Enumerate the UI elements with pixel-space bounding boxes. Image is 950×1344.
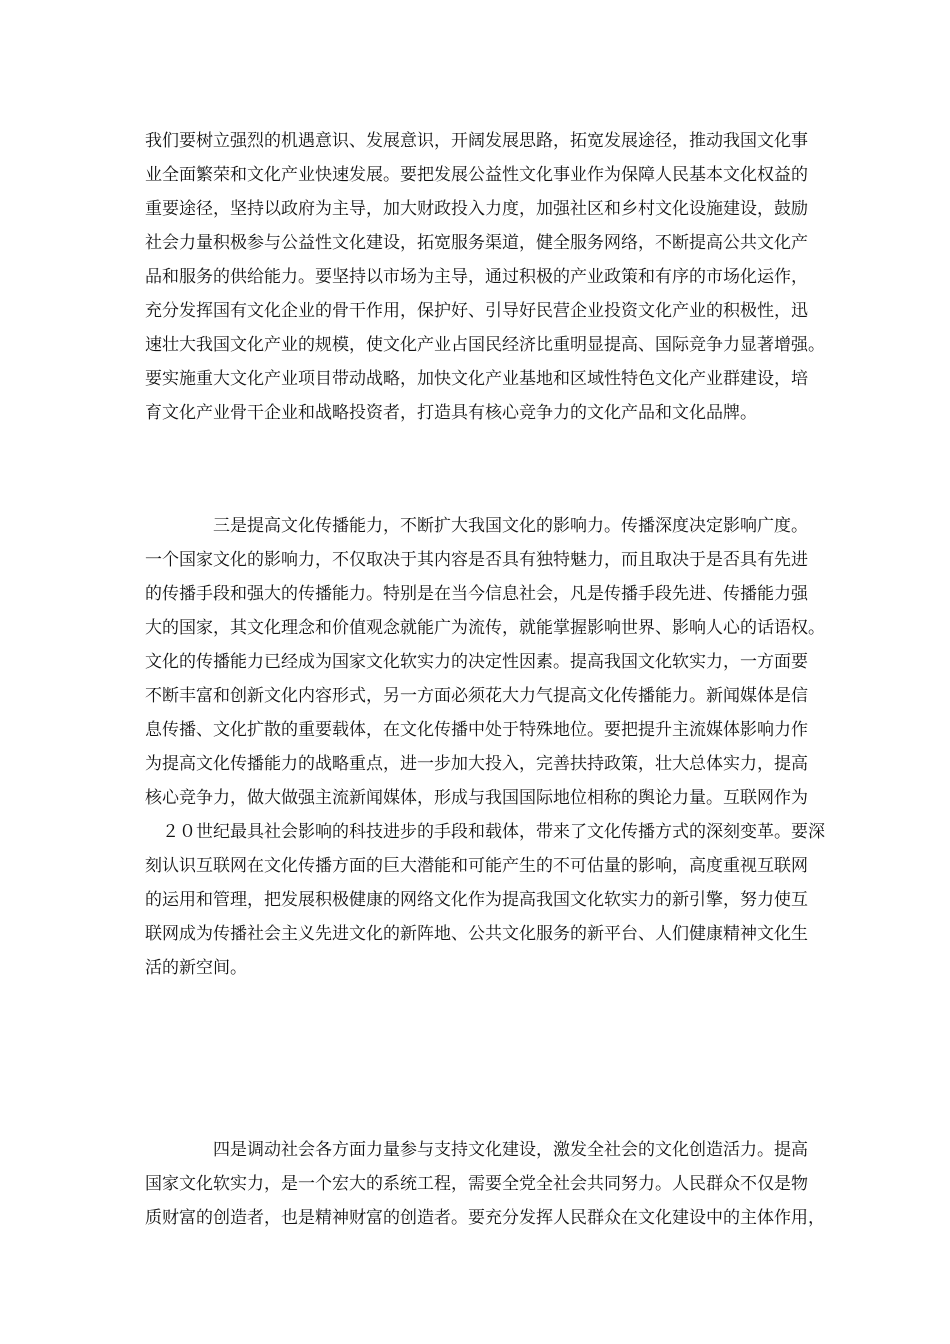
text-line: ２０世纪最具社会影响的科技进步的手段和载体，带来了文化传播方式的深刻变革。要深 (145, 822, 825, 842)
text-line: 国家文化软实力，是一个宏大的系统工程，需要全党全社会共同努力。人民群众不仅是物 (145, 1174, 808, 1194)
text-line: 不断丰富和创新文化内容形式，另一方面必须花大力气提高文化传播能力。新闻媒体是信 (145, 686, 808, 706)
text-line: 一个国家文化的影响力，不仅取决于其内容是否具有独特魅力，而且取决于是否具有先进 (145, 550, 808, 570)
text-line: 社会力量积极参与公益性文化建设，拓宽服务渠道，健全服务网络，不断提高公共文化产 (145, 233, 808, 253)
text-line: 品和服务的供给能力。要坚持以市场为主导，通过积极的产业政策和有序的市场化运作， (145, 267, 808, 287)
text-line: 大的国家，其文化理念和价值观念就能广为流传，就能掌握影响世界、影响人心的话语权。 (145, 618, 825, 638)
text-line: 充分发挥国有文化企业的骨干作用，保护好、引导好民营企业投资文化产业的积极性，迅 (145, 301, 808, 321)
paragraph-3 (145, 1133, 825, 1235)
text-line: 联网成为传播社会主义先进文化的新阵地、公共文化服务的新平台、人们健康精神文化生 (145, 924, 808, 944)
text-line: 刻认识互联网在文化传播方面的巨大潜能和可能产生的不可估量的影响，高度重视互联网 (145, 856, 808, 876)
text-line: 我们要树立强烈的机遇意识、发展意识，开阔发展思路，拓宽发展途径，推动我国文化事 (145, 131, 808, 151)
text-line: 业全面繁荣和文化产业快速发展。要把发展公益性文化事业作为保障人民基本文化权益的 (145, 165, 808, 185)
text-line: 的运用和管理，把发展积极健康的网络文化作为提高我国文化软实力的新引擎，努力使互 (145, 890, 808, 910)
paragraph-2 (145, 509, 825, 985)
text-line: 质财富的创造者，也是精神财富的创造者。要充分发挥人民群众在文化建设中的主体作用， (145, 1208, 825, 1228)
text-line: 三是提高文化传播能力，不断扩大我国文化的影响力。传播深度决定影响广度。 (145, 516, 808, 536)
text-line: 为提高文化传播能力的战略重点，进一步加大投入，完善扶持政策，壮大总体实力，提高 (145, 754, 808, 774)
paragraph-1 (145, 124, 825, 430)
text-line: 文化的传播能力已经成为国家文化软实力的决定性因素。提高我国文化软实力，一方面要 (145, 652, 808, 672)
text-line: 四是调动社会各方面力量参与支持文化建设，激发全社会的文化创造活力。提高 (145, 1140, 808, 1160)
text-line: 的传播手段和强大的传播能力。特别是在当今信息社会，凡是传播手段先进、传播能力强 (145, 584, 808, 604)
text-line: 活的新空间。 (145, 958, 247, 978)
text-line: 重要途径，坚持以政府为主导，加大财政投入力度，加强社区和乡村文化设施建设，鼓励 (145, 199, 808, 219)
text-line: 要实施重大文化产业项目带动战略，加快文化产业基地和区域性特色文化产业群建设，培 (145, 369, 808, 389)
text-line: 育文化产业骨干企业和战略投资者，打造具有核心竞争力的文化产品和文化品牌。 (145, 403, 757, 423)
text-line: 速壮大我国文化产业的规模，使文化产业占国民经济比重明显提高、国际竞争力显著增强。 (145, 335, 825, 355)
text-line: 核心竞争力，做大做强主流新闻媒体，形成与我国国际地位相称的舆论力量。互联网作为 (145, 788, 808, 808)
text-line: 息传播、文化扩散的重要载体，在文化传播中处于特殊地位。要把提升主流媒体影响力作 (145, 720, 808, 740)
